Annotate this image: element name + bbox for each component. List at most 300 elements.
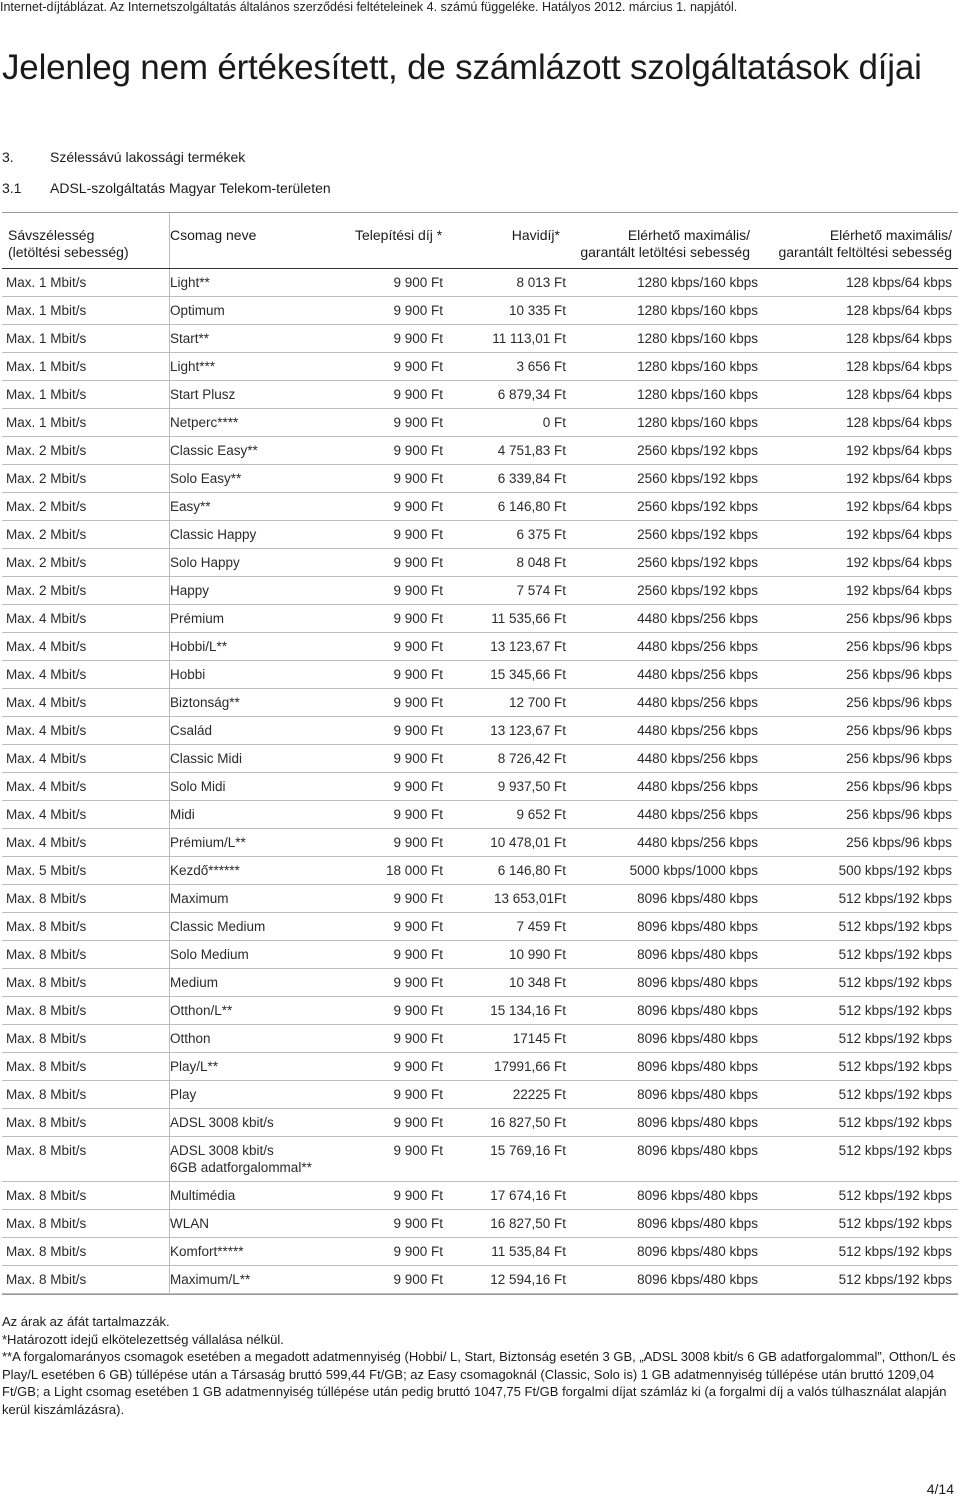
- download-speed-cell: 4480 kbps/256 kbps: [637, 807, 758, 822]
- table-row: [2, 969, 958, 997]
- upload-speed-cell: 512 kbps/192 kbps: [838, 1216, 952, 1231]
- package-cell: [170, 1025, 345, 1052]
- package-name: Optimum: [170, 303, 225, 318]
- speed-cell: Max. 4 Mbit/s: [2, 773, 170, 800]
- install-fee-cell: 9 900 Ft: [393, 1031, 443, 1046]
- document-header: Internet-díjtáblázat. Az Internetszolgáltatás általános szerződési feltételeinek 4. számú függeléke. Hatályos 2012. március 1. napjától.: [0, 0, 738, 14]
- monthly-fee-cell: 7 574 Ft: [516, 583, 566, 598]
- install-fee-cell: 9 900 Ft: [393, 695, 443, 710]
- package-name: Medium: [170, 975, 219, 990]
- speed-cell: Max. 2 Mbit/s: [2, 437, 170, 464]
- package-cell: [170, 773, 345, 800]
- monthly-fee-cell: 16 827,50 Ft: [490, 1216, 566, 1231]
- download-speed-cell: 1280 kbps/160 kbps: [637, 275, 758, 290]
- table-row: [2, 521, 958, 549]
- download-speed-cell: 1280 kbps/160 kbps: [637, 359, 758, 374]
- download-speed-cell: 8096 kbps/480 kbps: [637, 1188, 758, 1203]
- package-name: Biztonság**: [170, 695, 240, 710]
- table-row: [2, 941, 958, 969]
- package-name: Classic Easy**: [170, 443, 258, 458]
- table-row: [2, 1210, 958, 1238]
- install-fee-cell: 9 900 Ft: [393, 443, 443, 458]
- upload-speed-cell: 256 kbps/96 kbps: [846, 695, 952, 710]
- download-speed-cell: 4480 kbps/256 kbps: [637, 835, 758, 850]
- install-fee-cell: 9 900 Ft: [393, 1143, 443, 1158]
- download-speed-cell: 8096 kbps/480 kbps: [637, 1216, 758, 1231]
- install-fee-cell: 9 900 Ft: [393, 667, 443, 682]
- speed-cell: Max. 1 Mbit/s: [2, 325, 170, 352]
- table-header: [2, 213, 958, 269]
- table-row: [2, 1238, 958, 1266]
- monthly-fee-cell: 15 345,66 Ft: [490, 667, 566, 682]
- speed-cell: Max. 8 Mbit/s: [2, 997, 170, 1024]
- monthly-fee-cell: 9 937,50 Ft: [497, 779, 566, 794]
- header-speed-line2: (letöltési sebesség): [8, 244, 129, 260]
- package-name: Prémium/L**: [170, 835, 246, 850]
- speed-cell: Max. 4 Mbit/s: [2, 689, 170, 716]
- package-cell: [170, 745, 345, 772]
- package-cell: [170, 717, 345, 744]
- header-install: [345, 213, 445, 268]
- install-fee-cell: 9 900 Ft: [393, 471, 443, 486]
- table-row: [2, 549, 958, 577]
- package-cell: [170, 325, 345, 352]
- install-fee-cell: 9 900 Ft: [393, 583, 443, 598]
- install-fee-cell: 9 900 Ft: [393, 499, 443, 514]
- download-speed-cell: 4480 kbps/256 kbps: [637, 779, 758, 794]
- monthly-fee-cell: 17145 Ft: [512, 1031, 566, 1046]
- download-speed-cell: 8096 kbps/480 kbps: [637, 1115, 758, 1130]
- upload-speed-cell: 192 kbps/64 kbps: [846, 527, 952, 542]
- monthly-fee-cell: 22225 Ft: [512, 1087, 566, 1102]
- speed-cell: Max. 4 Mbit/s: [2, 801, 170, 828]
- header-upload: [760, 213, 958, 268]
- speed-cell: Max. 8 Mbit/s: [2, 941, 170, 968]
- install-fee-cell: 9 900 Ft: [393, 331, 443, 346]
- install-fee-cell: 9 900 Ft: [393, 527, 443, 542]
- package-cell: [170, 689, 345, 716]
- download-speed-cell: 1280 kbps/160 kbps: [637, 303, 758, 318]
- table-row: [2, 297, 958, 325]
- package-cell: [170, 605, 345, 632]
- speed-cell: Max. 1 Mbit/s: [2, 409, 170, 436]
- download-speed-cell: 8096 kbps/480 kbps: [637, 1003, 758, 1018]
- install-fee-cell: 9 900 Ft: [393, 303, 443, 318]
- monthly-fee-cell: 6 339,84 Ft: [497, 471, 566, 486]
- package-name: Light***: [170, 359, 216, 374]
- package-name: Classic Midi: [170, 751, 243, 766]
- speed-cell: Max. 4 Mbit/s: [2, 829, 170, 856]
- package-name: ADSL 3008 kbit/s: [170, 1115, 274, 1130]
- download-speed-cell: 2560 kbps/192 kbps: [637, 471, 758, 486]
- package-name: Maximum: [170, 891, 229, 906]
- package-cell: [170, 661, 345, 688]
- table-row: [2, 801, 958, 829]
- package-name: Netperc****: [170, 415, 239, 430]
- upload-speed-cell: 128 kbps/64 kbps: [846, 359, 952, 374]
- package-cell: [170, 549, 345, 576]
- upload-speed-cell: 128 kbps/64 kbps: [846, 275, 952, 290]
- upload-speed-cell: 192 kbps/64 kbps: [846, 555, 952, 570]
- header-download-line2: garantált letöltési sebesség: [580, 244, 750, 260]
- package-name: Kezdő******: [170, 863, 240, 878]
- speed-cell: Max. 5 Mbit/s: [2, 857, 170, 884]
- speed-cell: Max. 8 Mbit/s: [2, 969, 170, 996]
- download-speed-cell: 2560 kbps/192 kbps: [637, 443, 758, 458]
- subsection-number: 3.1: [2, 180, 22, 196]
- table-row: [2, 1266, 958, 1294]
- upload-speed-cell: 512 kbps/192 kbps: [838, 1003, 952, 1018]
- speed-cell: Max. 2 Mbit/s: [2, 493, 170, 520]
- table-row: [2, 437, 958, 465]
- install-fee-cell: 9 900 Ft: [393, 387, 443, 402]
- install-fee-cell: 9 900 Ft: [393, 723, 443, 738]
- table-row: [2, 577, 958, 605]
- speed-cell: Max. 4 Mbit/s: [2, 605, 170, 632]
- table-row: [2, 1081, 958, 1109]
- package-name: Play: [170, 1087, 197, 1102]
- speed-cell: Max. 8 Mbit/s: [2, 1182, 170, 1209]
- monthly-fee-cell: 3 656 Ft: [516, 359, 566, 374]
- upload-speed-cell: 128 kbps/64 kbps: [846, 331, 952, 346]
- speed-cell: Max. 8 Mbit/s: [2, 1210, 170, 1237]
- upload-speed-cell: 256 kbps/96 kbps: [846, 835, 952, 850]
- package-name: Play/L**: [170, 1059, 219, 1074]
- monthly-fee-cell: 4 751,83 Ft: [497, 443, 566, 458]
- table-row: [2, 885, 958, 913]
- download-speed-cell: 1280 kbps/160 kbps: [637, 331, 758, 346]
- package-cell: [170, 1137, 345, 1181]
- install-fee-cell: 9 900 Ft: [393, 891, 443, 906]
- download-speed-cell: 4480 kbps/256 kbps: [637, 751, 758, 766]
- monthly-fee-cell: 6 146,80 Ft: [497, 499, 566, 514]
- monthly-fee-cell: 15 769,16 Ft: [490, 1143, 566, 1158]
- download-speed-cell: 1280 kbps/160 kbps: [637, 415, 758, 430]
- package-cell: [170, 493, 345, 520]
- package-name: Otthon/L**: [170, 1003, 233, 1018]
- speed-cell: Max. 8 Mbit/s: [2, 1081, 170, 1108]
- download-speed-cell: 4480 kbps/256 kbps: [637, 611, 758, 626]
- upload-speed-cell: 512 kbps/192 kbps: [838, 919, 952, 934]
- package-name: Midi: [170, 807, 195, 822]
- package-name: Komfort*****: [170, 1244, 244, 1259]
- package-cell: [170, 1109, 345, 1136]
- table-row: [2, 325, 958, 353]
- package-cell: [170, 381, 345, 408]
- download-speed-cell: 4480 kbps/256 kbps: [637, 723, 758, 738]
- upload-speed-cell: 512 kbps/192 kbps: [838, 947, 952, 962]
- footnote-single-star: *Határozott idejű elkötelezettség vállalása nélkül.: [2, 1331, 284, 1347]
- package-name: Happy: [170, 583, 210, 598]
- upload-speed-cell: 512 kbps/192 kbps: [838, 1059, 952, 1074]
- table-row: [2, 661, 958, 689]
- upload-speed-cell: 512 kbps/192 kbps: [838, 891, 952, 906]
- package-cell: [170, 1053, 345, 1080]
- monthly-fee-cell: 13 123,67 Ft: [490, 723, 566, 738]
- download-speed-cell: 2560 kbps/192 kbps: [637, 555, 758, 570]
- table-row: [2, 1053, 958, 1081]
- install-fee-cell: 9 900 Ft: [393, 275, 443, 290]
- package-cell: [170, 1266, 345, 1293]
- package-cell: [170, 633, 345, 660]
- upload-speed-cell: 256 kbps/96 kbps: [846, 611, 952, 626]
- upload-speed-cell: 512 kbps/192 kbps: [838, 1087, 952, 1102]
- speed-cell: Max. 8 Mbit/s: [2, 913, 170, 940]
- monthly-fee-cell: 15 134,16 Ft: [490, 1003, 566, 1018]
- table-row: [2, 353, 958, 381]
- package-name: Maximum/L**: [170, 1272, 251, 1287]
- install-fee-cell: 9 900 Ft: [393, 1059, 443, 1074]
- monthly-fee-cell: 9 652 Ft: [516, 807, 566, 822]
- upload-speed-cell: 192 kbps/64 kbps: [846, 583, 952, 598]
- monthly-fee-cell: 10 348 Ft: [508, 975, 566, 990]
- header-download: [568, 213, 760, 268]
- download-speed-cell: 8096 kbps/480 kbps: [637, 975, 758, 990]
- package-name: Solo Medium: [170, 947, 249, 962]
- package-cell: [170, 409, 345, 436]
- header-speed-line1: Sávszélesség: [8, 227, 95, 243]
- page-number: 4/14: [926, 1481, 954, 1497]
- install-fee-cell: 9 900 Ft: [393, 1003, 443, 1018]
- package-name: Classic Medium: [170, 919, 266, 934]
- download-speed-cell: 8096 kbps/480 kbps: [637, 1143, 758, 1158]
- package-cell: [170, 885, 345, 912]
- package-cell: [170, 521, 345, 548]
- subsection-label: ADSL-szolgáltatás Magyar Telekom-területen: [50, 180, 331, 196]
- package-cell: [170, 941, 345, 968]
- package-cell: [170, 1182, 345, 1209]
- download-speed-cell: 4480 kbps/256 kbps: [637, 695, 758, 710]
- table-row: [2, 913, 958, 941]
- monthly-fee-cell: 8 048 Ft: [516, 555, 566, 570]
- download-speed-cell: 8096 kbps/480 kbps: [637, 1087, 758, 1102]
- monthly-fee-cell: 10 478,01 Ft: [490, 835, 566, 850]
- package-cell: [170, 1238, 345, 1265]
- upload-speed-cell: 256 kbps/96 kbps: [846, 807, 952, 822]
- package-name: Család: [170, 723, 213, 738]
- package-name: Otthon: [170, 1031, 211, 1046]
- monthly-fee-cell: 13 653,01Ft: [493, 891, 566, 906]
- package-name: Multimédia: [170, 1188, 236, 1203]
- table-row: [2, 409, 958, 437]
- package-name: Prémium: [170, 611, 225, 626]
- speed-cell: Max. 1 Mbit/s: [2, 269, 170, 296]
- upload-speed-cell: 512 kbps/192 kbps: [838, 1188, 952, 1203]
- table-row: [2, 1182, 958, 1210]
- download-speed-cell: 8096 kbps/480 kbps: [637, 947, 758, 962]
- speed-cell: Max. 4 Mbit/s: [2, 745, 170, 772]
- monthly-fee-cell: 10 335 Ft: [508, 303, 566, 318]
- download-speed-cell: 4480 kbps/256 kbps: [637, 639, 758, 654]
- download-speed-cell: 8096 kbps/480 kbps: [637, 891, 758, 906]
- monthly-fee-cell: 17991,66 Ft: [493, 1059, 566, 1074]
- download-speed-cell: 4480 kbps/256 kbps: [637, 667, 758, 682]
- install-fee-cell: 18 000 Ft: [385, 863, 443, 878]
- table-row: [2, 381, 958, 409]
- upload-speed-cell: 192 kbps/64 kbps: [846, 471, 952, 486]
- package-name: Start Plusz: [170, 387, 236, 402]
- download-speed-cell: 8096 kbps/480 kbps: [637, 1059, 758, 1074]
- install-fee-cell: 9 900 Ft: [393, 359, 443, 374]
- header-download-line1: Elérhető maximális/: [627, 227, 750, 243]
- install-fee-cell: 9 900 Ft: [393, 1244, 443, 1259]
- monthly-fee-cell: 10 990 Ft: [508, 947, 566, 962]
- speed-cell: Max. 1 Mbit/s: [2, 297, 170, 324]
- upload-speed-cell: 256 kbps/96 kbps: [846, 639, 952, 654]
- table-row: [2, 689, 958, 717]
- subsection-heading: [2, 180, 331, 196]
- monthly-fee-cell: 11 113,01 Ft: [492, 331, 566, 346]
- package-cell: [170, 801, 345, 828]
- speed-cell: Max. 8 Mbit/s: [2, 1238, 170, 1265]
- package-cell: [170, 997, 345, 1024]
- package-cell: [170, 1210, 345, 1237]
- table-row: [2, 633, 958, 661]
- package-name: Solo Midi: [170, 779, 226, 794]
- download-speed-cell: 1280 kbps/160 kbps: [637, 387, 758, 402]
- monthly-fee-cell: 0 Ft: [542, 415, 566, 430]
- package-note: 6GB adatforgalommal**: [170, 1160, 312, 1175]
- table-row: [2, 1109, 958, 1137]
- install-fee-cell: 9 900 Ft: [393, 947, 443, 962]
- upload-speed-cell: 512 kbps/192 kbps: [838, 1115, 952, 1130]
- header-monthly: Havidíj*: [511, 227, 560, 243]
- page-title: Jelenleg nem értékesített, de számlázott szolgáltatások díjai: [2, 48, 922, 87]
- install-fee-cell: 9 900 Ft: [393, 1087, 443, 1102]
- footnotes: [2, 1313, 957, 1418]
- install-fee-cell: 9 900 Ft: [393, 555, 443, 570]
- table-row: [2, 829, 958, 857]
- table-row: [2, 493, 958, 521]
- package-name: Easy**: [170, 499, 211, 514]
- monthly-fee-cell: 6 375 Ft: [516, 527, 566, 542]
- table-row: [2, 1025, 958, 1053]
- monthly-fee-cell: 8 013 Ft: [516, 275, 566, 290]
- speed-cell: Max. 2 Mbit/s: [2, 465, 170, 492]
- download-speed-cell: 8096 kbps/480 kbps: [637, 919, 758, 934]
- package-name: Light**: [170, 275, 210, 290]
- upload-speed-cell: 256 kbps/96 kbps: [846, 779, 952, 794]
- download-speed-cell: 2560 kbps/192 kbps: [637, 527, 758, 542]
- install-fee-cell: 9 900 Ft: [393, 415, 443, 430]
- package-cell: [170, 353, 345, 380]
- upload-speed-cell: 192 kbps/64 kbps: [846, 499, 952, 514]
- monthly-fee-cell: 12 594,16 Ft: [490, 1272, 566, 1287]
- install-fee-cell: 9 900 Ft: [393, 639, 443, 654]
- footnote-vat: Az árak az áfát tartalmazzák.: [2, 1314, 170, 1329]
- speed-cell: Max. 8 Mbit/s: [2, 885, 170, 912]
- speed-cell: Max. 8 Mbit/s: [2, 1109, 170, 1136]
- package-name: WLAN: [170, 1216, 210, 1231]
- upload-speed-cell: 512 kbps/192 kbps: [838, 1244, 952, 1259]
- package-name: Hobbi: [170, 667, 206, 682]
- upload-speed-cell: 128 kbps/64 kbps: [846, 387, 952, 402]
- upload-speed-cell: 512 kbps/192 kbps: [838, 1031, 952, 1046]
- section-label: Szélessávú lakossági termékek: [50, 149, 246, 165]
- speed-cell: Max. 1 Mbit/s: [2, 381, 170, 408]
- package-cell: [170, 829, 345, 856]
- upload-speed-cell: 512 kbps/192 kbps: [838, 1143, 952, 1158]
- package-name: Solo Happy: [170, 555, 240, 570]
- speed-cell: Max. 8 Mbit/s: [2, 1266, 170, 1293]
- monthly-fee-cell: 13 123,67 Ft: [490, 639, 566, 654]
- speed-cell: Max. 8 Mbit/s: [2, 1137, 170, 1181]
- footnote-double-star: **A forgalomarányos csomagok esetében a megadott adatmennyiség (Hobbi/ L, Start, Biztonság esetén 3 GB, „ADSL 3008 kbit/s 6 GB adatforgalommal”, Otthon/L és Play/L esetében 6 GB) túllépése után a Társaság bruttó 599,44 Ft/GB; az Easy csomagoknál (Classic, Solo is) 1 GB adatmennyiség túllépése után bruttó 1209,04 Ft/GB; a Light csomag esetében 1 GB adatmennyiség túllépése után pedig bruttó 1047,75 Ft/GB forgalmi díjat számláz ki (a forgalmi díj a valós túlhasználat alapján kerül kiszámlázásra).: [2, 1349, 956, 1417]
- section-number: 3.: [2, 149, 14, 165]
- table-row: [2, 773, 958, 801]
- install-fee-cell: 9 900 Ft: [393, 751, 443, 766]
- upload-speed-cell: 128 kbps/64 kbps: [846, 303, 952, 318]
- table-row: [2, 745, 958, 773]
- speed-cell: Max. 8 Mbit/s: [2, 1053, 170, 1080]
- upload-speed-cell: 128 kbps/64 kbps: [846, 415, 952, 430]
- table-body: [2, 269, 958, 1294]
- header-speed: [2, 213, 170, 268]
- monthly-fee-cell: 8 726,42 Ft: [497, 751, 566, 766]
- upload-speed-cell: 256 kbps/96 kbps: [846, 723, 952, 738]
- package-cell: [170, 969, 345, 996]
- download-speed-cell: 8096 kbps/480 kbps: [637, 1272, 758, 1287]
- download-speed-cell: 8096 kbps/480 kbps: [637, 1244, 758, 1259]
- header-upload-line2: garantált feltöltési sebesség: [778, 244, 952, 260]
- package-name: Start**: [170, 331, 210, 346]
- download-speed-cell: 2560 kbps/192 kbps: [637, 499, 758, 514]
- download-speed-cell: 2560 kbps/192 kbps: [637, 583, 758, 598]
- speed-cell: Max. 1 Mbit/s: [2, 353, 170, 380]
- package-cell: [170, 465, 345, 492]
- speed-cell: Max. 2 Mbit/s: [2, 521, 170, 548]
- package-cell: [170, 913, 345, 940]
- speed-cell: Max. 4 Mbit/s: [2, 661, 170, 688]
- section-heading: [2, 149, 245, 165]
- header-upload-line1: Elérhető maximális/: [829, 227, 952, 243]
- upload-speed-cell: 192 kbps/64 kbps: [846, 443, 952, 458]
- install-fee-cell: 9 900 Ft: [393, 1272, 443, 1287]
- install-fee-cell: 9 900 Ft: [393, 835, 443, 850]
- upload-speed-cell: 500 kbps/192 kbps: [838, 863, 952, 878]
- table-row: [2, 717, 958, 745]
- header-install-label: Telepítési díj *: [355, 227, 443, 243]
- upload-speed-cell: 512 kbps/192 kbps: [838, 1272, 952, 1287]
- upload-speed-cell: 256 kbps/96 kbps: [846, 751, 952, 766]
- monthly-fee-cell: 16 827,50 Ft: [490, 1115, 566, 1130]
- monthly-fee-cell: 12 700 Ft: [508, 695, 566, 710]
- speed-cell: Max. 4 Mbit/s: [2, 717, 170, 744]
- install-fee-cell: 9 900 Ft: [393, 975, 443, 990]
- package-name: Solo Easy**: [170, 471, 242, 486]
- table-row: [2, 269, 958, 297]
- install-fee-cell: 9 900 Ft: [393, 1188, 443, 1203]
- package-cell: [170, 297, 345, 324]
- package-cell: [170, 269, 345, 296]
- header-package: Csomag neve: [170, 227, 257, 243]
- install-fee-cell: 9 900 Ft: [393, 1115, 443, 1130]
- install-fee-cell: 9 900 Ft: [393, 611, 443, 626]
- table-row: [2, 1137, 958, 1182]
- package-cell: [170, 437, 345, 464]
- package-cell: [170, 857, 345, 884]
- package-name: ADSL 3008 kbit/s: [170, 1143, 274, 1158]
- download-speed-cell: 8096 kbps/480 kbps: [637, 1031, 758, 1046]
- upload-speed-cell: 256 kbps/96 kbps: [846, 667, 952, 682]
- download-speed-cell: 5000 kbps/1000 kbps: [629, 863, 758, 878]
- install-fee-cell: 9 900 Ft: [393, 919, 443, 934]
- table-row: [2, 857, 958, 885]
- package-name: Hobbi/L**: [170, 639, 228, 654]
- speed-cell: Max. 2 Mbit/s: [2, 577, 170, 604]
- package-name: Classic Happy: [170, 527, 257, 542]
- install-fee-cell: 9 900 Ft: [393, 1216, 443, 1231]
